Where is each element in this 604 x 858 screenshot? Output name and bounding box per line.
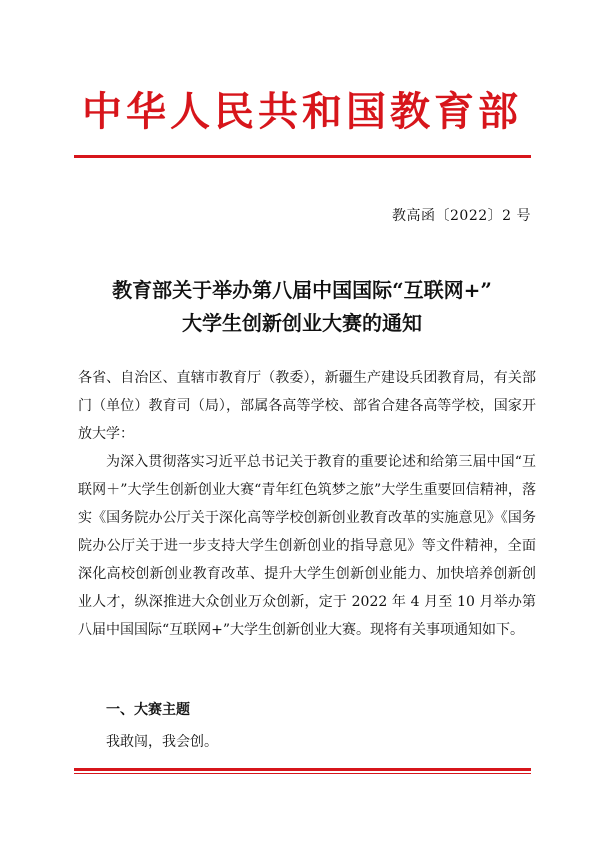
section-text-theme: 我敢闯，我会创。 bbox=[106, 734, 218, 750]
agency-masthead: 中华人民共和国教育部 bbox=[82, 89, 522, 135]
document-title-line-2: 大学生创新创业大赛的通知 bbox=[182, 311, 422, 335]
document-number: 教高函〔2022〕2 号 bbox=[392, 208, 531, 224]
body-paragraph-1: 为深入贯彻落实习近平总书记关于教育的重要论述和给第三届中国“互联网＋”大学生创新创业大赛“青年红色筑梦之旅”大学生重要回信精神，落实《国务院办公厅关于深化高等学校创新创业教育改革的实施意见》《国务院办公厅关于进一步支持大学生创新创业的指导意见》等文件精神，全面深化高校创新创业教育改革、提升大学生创新创业能力、加快培养创新创业人才，纵深推进大众创业万众创新，定于 2022 年 4 月至 10 月举办第八届中国国际“互联网+”大学生创新创业大赛。现将有关事项通知如下。 bbox=[78, 454, 536, 638]
red-divider-top bbox=[74, 155, 531, 158]
document-title-line-1: 教育部关于举办第八届中国国际“互联网+” bbox=[112, 278, 492, 302]
section-heading-theme: 一、大赛主题 bbox=[106, 702, 190, 718]
red-divider-bottom-thin bbox=[74, 773, 531, 774]
salutation: 各省、自治区、直辖市教育厅（教委），新疆生产建设兵团教育局，有关部门（单位）教育司（局），部属各高等学校、部省合建各高等学校，国家开放大学： bbox=[78, 370, 536, 442]
red-divider-bottom bbox=[74, 768, 531, 771]
